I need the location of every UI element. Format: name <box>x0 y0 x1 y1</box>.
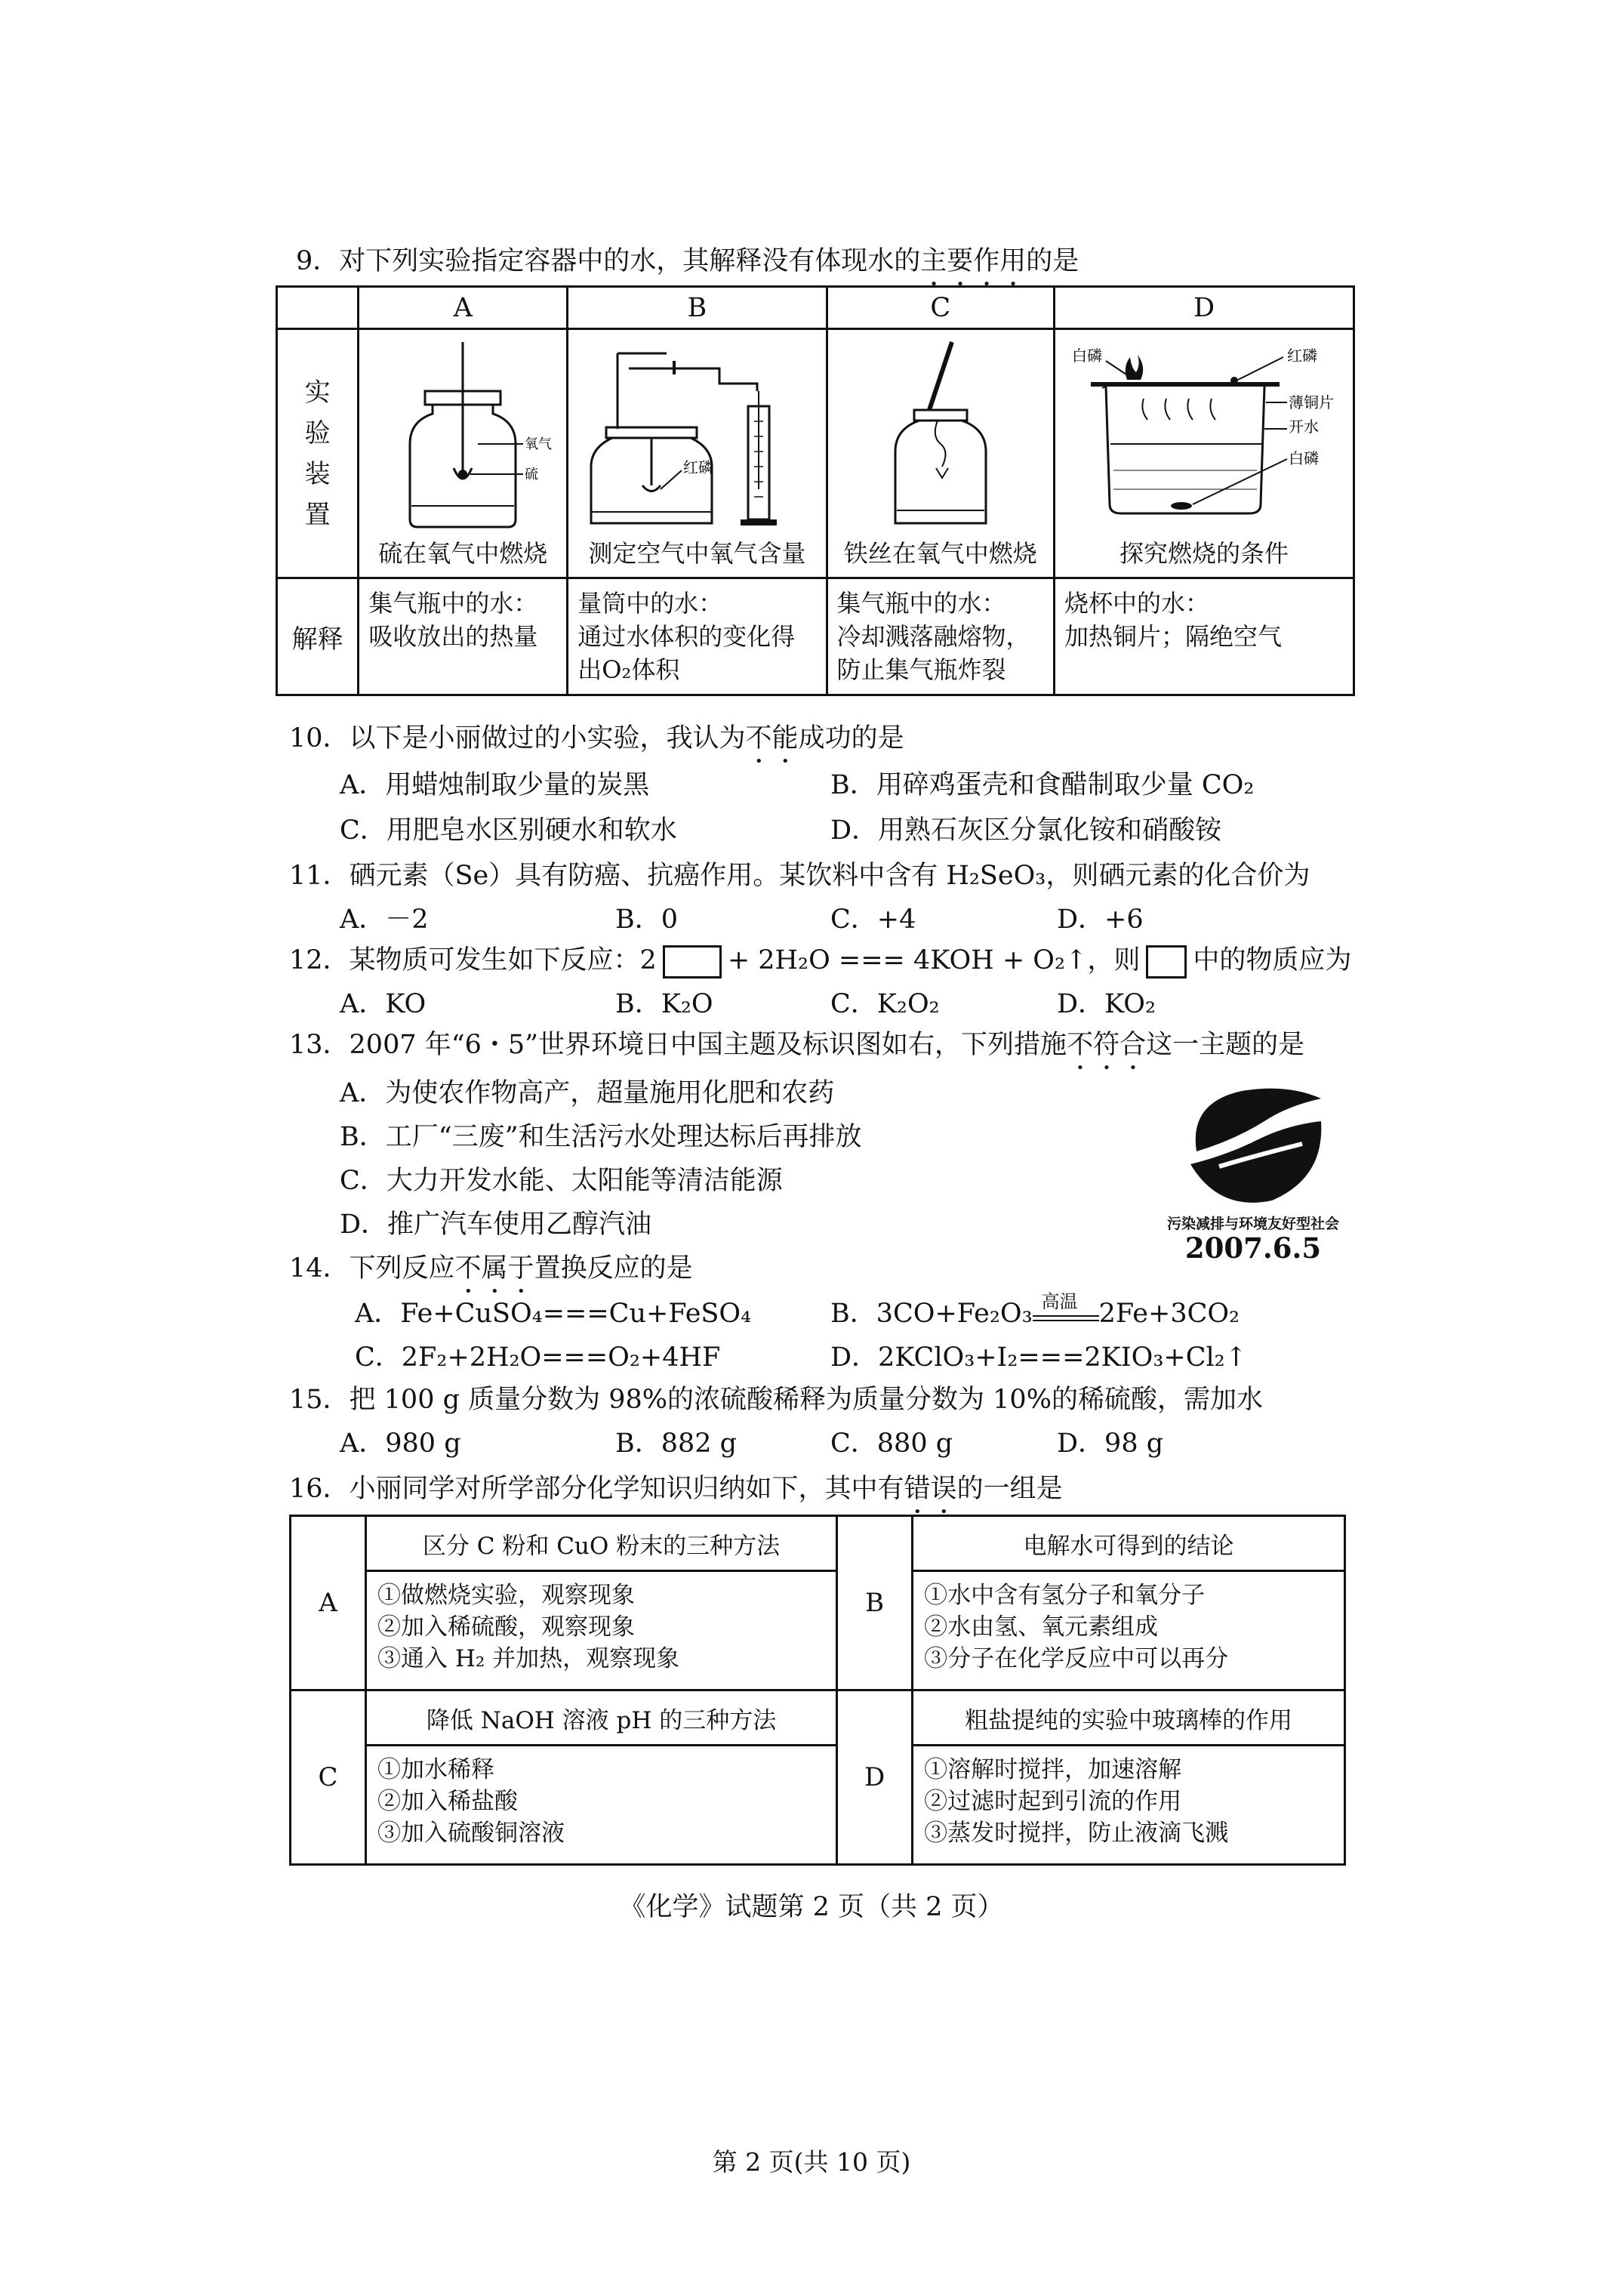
leaf-globe-icon <box>1174 1080 1332 1208</box>
inner-page-footer: 《化学》试题第 2 页（共 2 页） <box>619 1892 1004 1922</box>
q13-option-c: C．大力开发水能、太阳能等清洁能源 <box>340 1166 783 1196</box>
q14-option-d: D．2KClO₃+I₂===2KIO₃+Cl₂↑ <box>830 1342 1248 1373</box>
environment-day-logo <box>1140 1080 1366 1263</box>
q14-option-c: C．2F₂+2H₂O===O₂+4HF <box>355 1342 721 1373</box>
q14-stem: 14．下列反应不属于置换反应的是 <box>289 1253 693 1284</box>
q9-col-a: A <box>359 287 568 329</box>
q9-figure-c <box>827 329 1055 578</box>
q9-explanation-a: 集气瓶中的水： 吸收放出的热量 <box>359 578 568 695</box>
q9-explanation-c: 集气瓶中的水： 冷却溅落融熔物， 防止集气瓶炸裂 <box>827 578 1055 695</box>
q9-col-b: B <box>568 287 827 329</box>
q13-option-a: A．为使农作物高产，超量施用化肥和农药 <box>340 1078 835 1108</box>
q10-option-d: D．用熟石灰区分氯化铵和硝酸铵 <box>830 815 1222 846</box>
label-sulfur: 硫 <box>525 466 539 482</box>
q16-table <box>289 1515 1346 1866</box>
group-d-label: D <box>837 1690 913 1865</box>
q16-stem: 16．小丽同学对所学部分化学知识归纳如下，其中有错误的一组是 <box>289 1474 1063 1504</box>
q12-option-c: C．K₂O₂ <box>830 989 940 1019</box>
q9-corner <box>277 287 359 329</box>
label-oxygen: 氧气 <box>525 436 553 452</box>
group-a-items: ①做燃烧实验，观察现象 ②加入稀硫酸，观察现象 ③通入 H₂ 并加热，观察现象 <box>366 1571 837 1690</box>
group-c-label: C <box>291 1690 366 1865</box>
label-red-phosphorus-d: 红磷 <box>1287 346 1318 365</box>
label-white-phosphorus-bottom: 白磷 <box>1289 448 1320 467</box>
group-d-items: ①溶解时搅拌，加速溶解 ②过滤时起到引流的作用 ③蒸发时搅拌，防止液滴飞溅 <box>913 1746 1345 1865</box>
q9-figure-a <box>359 329 568 578</box>
q14-option-b: B．3CO+Fe₂O₃ 高温 2Fe+3CO₂ <box>830 1291 1240 1329</box>
q9-caption-d: 探究燃烧的条件 <box>1119 538 1289 568</box>
label-red-phosphorus: 红磷 <box>683 458 714 476</box>
q15-option-a: A．980 g <box>340 1428 461 1459</box>
q10-option-c: C．用肥皂水区别硬水和软水 <box>340 815 677 846</box>
q15-option-c: C．880 g <box>830 1428 953 1459</box>
oxygen-content-figure <box>576 338 818 535</box>
q11-option-c: C．+4 <box>830 905 916 935</box>
q9-figure-b <box>568 329 827 578</box>
logo-caption: 污染减排与环境友好型社会 <box>1166 1216 1339 1232</box>
logo-date: 2007.6.5 <box>1184 1231 1322 1265</box>
label-white-phosphorus-top: 白磷 <box>1072 346 1103 365</box>
q9-table <box>276 285 1355 696</box>
group-b-label: B <box>837 1516 913 1690</box>
group-a-label: A <box>291 1516 366 1690</box>
q12-option-d: D．KO₂ <box>1057 989 1156 1019</box>
iron-wire-figure <box>842 338 1039 535</box>
q13-option-b: B．工厂“三废”和生活污水处理达标后再排放 <box>340 1122 862 1152</box>
q15-option-b: B．882 g <box>615 1428 738 1459</box>
q9-stem: 9．对下列实验指定容器中的水，其解释没有体现水的主要作用的是 <box>296 246 1079 276</box>
q9-caption-b: 测定空气中氧气含量 <box>588 538 806 568</box>
blank-box-2 <box>1146 945 1187 978</box>
q9-col-c: C <box>827 287 1055 329</box>
q9-caption-a: 硫在氧气中燃烧 <box>378 538 548 568</box>
outer-page-footer: 第 2 页(共 10 页) <box>712 2147 911 2177</box>
label-copper-sheet: 薄铜片 <box>1289 393 1335 411</box>
label-boiling-water: 开水 <box>1289 417 1320 436</box>
group-c-title: 降低 NaOH 溶液 pH 的三种方法 <box>366 1690 837 1746</box>
q9-row-apparatus-label: 实 验 装 置 <box>277 329 359 578</box>
q15-stem: 15．把 100 g 质量分数为 98%的浓硫酸稀释为质量分数为 10%的稀硫酸，需加水 <box>289 1385 1263 1415</box>
q9-col-d: D <box>1055 287 1354 329</box>
q9-caption-c: 铁丝在氧气中燃烧 <box>843 538 1037 568</box>
q13-stem: 13．2007 年“6・5”世界环境日中国主题及标识图如右，下列措施不符合这一主题的是 <box>289 1030 1305 1060</box>
group-d-title: 粗盐提纯的实验中玻璃棒的作用 <box>913 1690 1345 1746</box>
q13-option-d: D．推广汽车使用乙醇汽油 <box>340 1210 652 1240</box>
q9-row-explanation-label: 解释 <box>277 578 359 695</box>
q11-stem: 11．硒元素（Se）具有防癌、抗癌作用。某饮料中含有 H₂SeO₃，则硒元素的化合价为 <box>289 861 1310 891</box>
q10-option-a: A．用蜡烛制取少量的炭黑 <box>340 770 650 800</box>
blank-box-1 <box>663 945 722 978</box>
sulfur-combustion-figure <box>372 338 553 535</box>
q9-figure-d <box>1055 329 1354 578</box>
q11-option-a: A．－2 <box>340 905 429 935</box>
q9-explanation-d: 烧杯中的水： 加热铜片；隔绝空气 <box>1055 578 1354 695</box>
combustion-conditions-figure <box>1068 338 1340 535</box>
group-c-items: ①加水稀释 ②加入稀盐酸 ③加入硫酸铜溶液 <box>366 1746 837 1865</box>
q15-option-d: D．98 g <box>1057 1428 1164 1459</box>
group-b-title: 电解水可得到的结论 <box>913 1516 1345 1571</box>
high-temp-arrow: 高温 <box>1033 1305 1099 1330</box>
q10-option-b: B．用碎鸡蛋壳和食醋制取少量 CO₂ <box>830 770 1255 800</box>
q9-explanation-b: 量筒中的水： 通过水体积的变化得 出O₂体积 <box>568 578 827 695</box>
group-a-title: 区分 C 粉和 CuO 粉末的三种方法 <box>366 1516 837 1571</box>
q11-option-b: B．0 <box>615 905 678 935</box>
q10-stem: 10．以下是小丽做过的小实验，我认为不能成功的是 <box>289 723 904 754</box>
q11-option-d: D．+6 <box>1057 905 1144 935</box>
q12-option-b: B．K₂O <box>615 989 713 1019</box>
q14-option-a: A．Fe+CuSO₄===Cu+FeSO₄ <box>355 1299 752 1329</box>
group-b-items: ①水中含有氢分子和氧分子 ②水由氢、氧元素组成 ③分子在化学反应中可以再分 <box>913 1571 1345 1690</box>
q12-option-a: A．KO <box>340 989 427 1019</box>
q12-stem: 12．某物质可发生如下反应：2 + 2H₂O === 4KOH + O₂↑，则 中的物质应为 <box>289 939 1351 978</box>
